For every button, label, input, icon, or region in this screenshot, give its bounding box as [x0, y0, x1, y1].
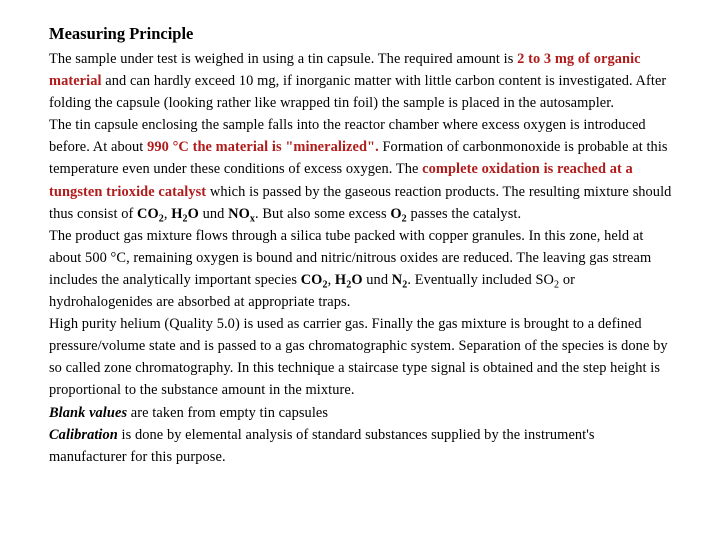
paragraph-sample-weighing	[49, 48, 674, 114]
term-calibration: Calibration	[49, 426, 118, 443]
text-run: The sample under test is weighed in using a tin capsule. The required amount is	[49, 51, 518, 67]
text-run: . Eventually included SO	[407, 271, 555, 288]
formula-nox: $NO_x$	[228, 205, 256, 225]
text-run: Formation of carbonmonoxide is probable at this temperature even under these conditions of excess oxygen. The	[49, 139, 668, 178]
formula-so2-subscript: 2	[554, 279, 560, 291]
highlight-mineralized: 990 °C the material is "mineralized".	[147, 139, 379, 156]
text-run: which is passed by the gaseous reaction products. The resulting mixture should thus consist of	[49, 183, 672, 222]
paragraph-combustion	[49, 114, 674, 224]
highlight-sample-amount: 2 to 3 mg of organic material	[49, 51, 641, 90]
formula-co2: $CO_2$	[137, 205, 164, 225]
paragraph-carrier-gas: High purity helium (Quality 5.0) is used as carrier gas. Finally the gas mixture is brought to a defined pressure/volume state and is passed to a gas chromatographic system. Separation of the species is done by so called zone chromatography. In this technique a staircase type signal is obtained and the step height is proportional to the substance amount in the mixture.	[49, 316, 668, 399]
formula-h2o: $H_2O$	[171, 205, 199, 225]
term-blank-values: Blank values	[49, 404, 128, 421]
formula-o2: $O_2$	[390, 205, 407, 225]
document-body	[49, 48, 674, 468]
highlight-complete-oxidation: complete oxidation is reached at a tungsten trioxide catalyst	[49, 161, 633, 200]
paragraph-blank-values	[49, 402, 674, 424]
formula-n2: $N_2$	[391, 271, 408, 291]
text-run: passes the catalyst.	[406, 205, 522, 222]
formula-h2o: $H_2O$	[334, 271, 363, 291]
text-run: are taken from empty tin capsules	[127, 404, 329, 421]
text-run: und	[362, 271, 392, 288]
text-run: The tin capsule enclosing the sample falls into the reactor chamber where excess oxygen is introduced before. At about	[49, 117, 646, 156]
paragraph-reduction	[49, 225, 674, 313]
text-run: is done by elemental analysis of standard substances supplied by the instrument's manufacturer for this purpose.	[49, 426, 595, 465]
page-title: Measuring Principle	[49, 24, 194, 43]
text-run: ,	[163, 205, 172, 222]
text-run: The product gas mixture flows through a silica tube packed with copper granules. In this zone, held at about 500 °C, remaining oxygen is bound and nitric/nitrous oxides are reduced. The leaving gas stream includes the analytically important species	[49, 227, 652, 288]
text-run: und	[198, 205, 229, 222]
text-run: . But also some excess	[255, 205, 391, 222]
paragraph-calibration	[49, 424, 674, 468]
text-run: and can hardly exceed 10 mg, if inorganic matter with little carbon content is investigated. After folding the capsule (looking rather like wrapped tin foil) the sample is placed in the autosampler.	[49, 73, 667, 112]
text-run: ,	[327, 271, 335, 288]
text-run: or hydrohalogenides are absorbed at appropriate traps.	[49, 271, 575, 311]
formula-co2: $CO_2$	[300, 271, 328, 291]
